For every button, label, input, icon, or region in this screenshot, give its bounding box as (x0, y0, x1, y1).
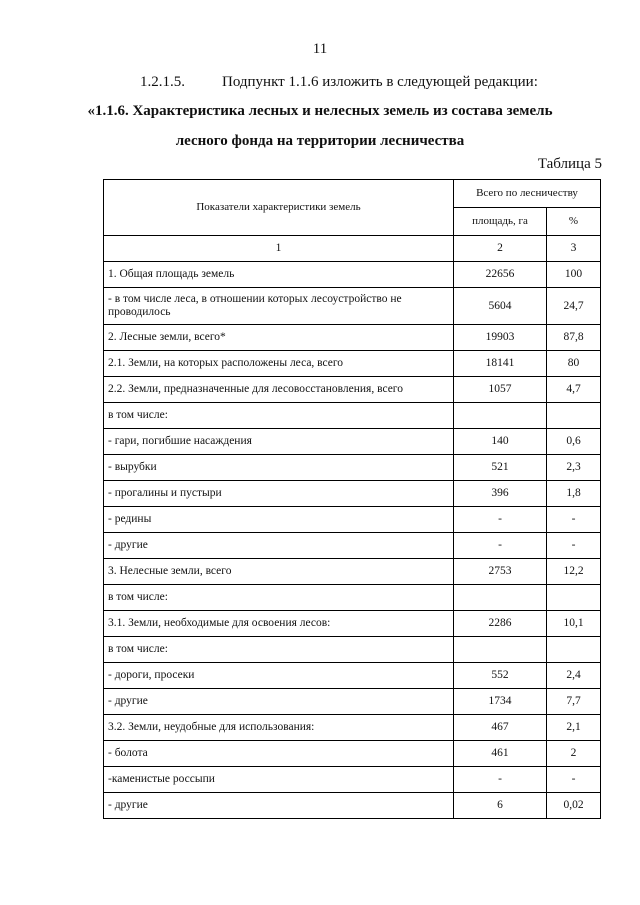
page-number: 11 (312, 41, 328, 57)
row-area-value: 140 (454, 429, 547, 455)
row-area-value: 552 (454, 663, 547, 689)
row-label: - другие (104, 793, 454, 819)
row-percent-value: 2,1 (547, 715, 601, 741)
land-characteristics-table (103, 179, 601, 819)
column-number-row (104, 236, 601, 262)
header-area: площадь, га (454, 208, 547, 236)
row-percent-value: - (547, 533, 601, 559)
row-area-value: 467 (454, 715, 547, 741)
row-area-value (454, 585, 547, 611)
header-total: Всего по лесничеству (454, 180, 601, 208)
row-percent-value: 0,6 (547, 429, 601, 455)
row-percent-value: 87,8 (547, 325, 601, 351)
row-area-value: 2286 (454, 611, 547, 637)
row-label: 3.1. Земли, необходимые для освоения лесов: (104, 611, 454, 637)
row-label: 1. Общая площадь земель (104, 262, 454, 288)
table-row (104, 455, 601, 481)
table-row (104, 288, 601, 325)
row-label: в том числе: (104, 403, 454, 429)
row-label: -каменистые россыпи (104, 767, 454, 793)
row-percent-value: 7,7 (547, 689, 601, 715)
row-percent-value: 4,7 (547, 377, 601, 403)
table-row (104, 741, 601, 767)
table-row (104, 351, 601, 377)
table-row (104, 481, 601, 507)
table-row (104, 585, 601, 611)
table-row (104, 715, 601, 741)
row-area-value: 22656 (454, 262, 547, 288)
row-percent-value: 12,2 (547, 559, 601, 585)
row-percent-value (547, 403, 601, 429)
row-percent-value (547, 637, 601, 663)
row-area-value: 1734 (454, 689, 547, 715)
row-area-value: 461 (454, 741, 547, 767)
row-percent-value: 100 (547, 262, 601, 288)
row-label: - редины (104, 507, 454, 533)
column-number: 1 (104, 236, 454, 262)
table-row (104, 429, 601, 455)
row-percent-value: 1,8 (547, 481, 601, 507)
row-percent-value: 2 (547, 741, 601, 767)
row-label: 2. Лесные земли, всего* (104, 325, 454, 351)
table-row (104, 793, 601, 819)
row-percent-value: 10,1 (547, 611, 601, 637)
table-row (104, 377, 601, 403)
row-percent-value: 80 (547, 351, 601, 377)
row-label: 2.2. Земли, предназначенные для лесовосстановления, всего (104, 377, 454, 403)
table-row (104, 637, 601, 663)
row-percent-value: 2,3 (547, 455, 601, 481)
header-indicators: Показатели характеристики земель (104, 180, 454, 236)
row-label: - вырубки (104, 455, 454, 481)
row-label: - дороги, просеки (104, 663, 454, 689)
section-heading-line-1: «1.1.6. Характеристика лесных и нелесных земель из состава земель (87, 103, 553, 119)
table-row (104, 767, 601, 793)
table-row (104, 559, 601, 585)
table-row (104, 533, 601, 559)
row-area-value: - (454, 767, 547, 793)
row-label: - прогалины и пустыри (104, 481, 454, 507)
table-caption: Таблица 5 (537, 156, 602, 172)
subclause-number: 1.2.1.5. (140, 74, 185, 90)
row-area-value: - (454, 507, 547, 533)
row-area-value: 521 (454, 455, 547, 481)
row-percent-value (547, 585, 601, 611)
row-area-value: 18141 (454, 351, 547, 377)
row-label: 2.1. Земли, на которых расположены леса, всего (104, 351, 454, 377)
subclause-text: Подпункт 1.1.6 изложить в следующей редакции: (222, 74, 538, 90)
row-area-value: 1057 (454, 377, 547, 403)
table-row (104, 403, 601, 429)
row-label: 3. Нелесные земли, всего (104, 559, 454, 585)
row-area-value: 19903 (454, 325, 547, 351)
table-row (104, 325, 601, 351)
section-heading-line-2: лесного фонда на территории лесничества (175, 133, 465, 149)
row-label: - гари, погибшие насаждения (104, 429, 454, 455)
row-area-value: 6 (454, 793, 547, 819)
row-percent-value: 0,02 (547, 793, 601, 819)
row-percent-value: 24,7 (547, 288, 601, 325)
row-label: - болота (104, 741, 454, 767)
row-label: 3.2. Земли, неудобные для использования: (104, 715, 454, 741)
table-row (104, 262, 601, 288)
subclause-line (140, 74, 538, 91)
row-label: - другие (104, 533, 454, 559)
row-area-value: 5604 (454, 288, 547, 325)
table-row (104, 663, 601, 689)
row-label: в том числе: (104, 637, 454, 663)
table-row (104, 611, 601, 637)
row-area-value: - (454, 533, 547, 559)
row-area-value: 2753 (454, 559, 547, 585)
row-percent-value: - (547, 507, 601, 533)
row-area-value: 396 (454, 481, 547, 507)
header-percent: % (547, 208, 601, 236)
row-area-value (454, 637, 547, 663)
row-label: в том числе: (104, 585, 454, 611)
column-number: 2 (454, 236, 547, 262)
row-percent-value: 2,4 (547, 663, 601, 689)
table-row (104, 689, 601, 715)
row-label: - в том числе леса, в отношении которых лесоустройство не проводилось (104, 288, 454, 325)
column-number: 3 (547, 236, 601, 262)
row-percent-value: - (547, 767, 601, 793)
row-area-value (454, 403, 547, 429)
table-row (104, 507, 601, 533)
row-label: - другие (104, 689, 454, 715)
